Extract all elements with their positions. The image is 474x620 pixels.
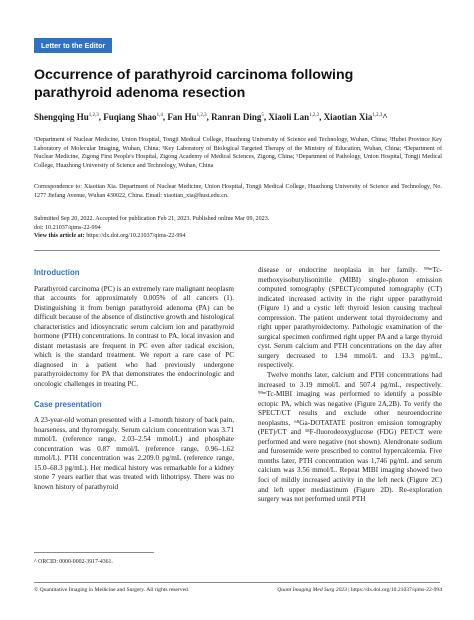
affiliations: ¹Department of Nuclear Medicine, Union Hospital, Tongji Medical College, Huazhong University of Science and Technology, Wuhan, China; ²Hubei Province Key Laboratory of Molecular Imaging, Wuhan, China; ³Key Laboratory of Biological Targeted Therapy of the Ministry of Education, Wuhan, China; ⁴Department of Nuclear Medicine, Zigong First People's Hospital, Zigong Academy of Medical Sciences, Zigong, China; ⁵Department of Pathology, Union Hospital, Tongji Medical College, Huazhong University of Science and Technology, Wuhan, China: [34, 137, 442, 169]
footnote-divider: [34, 552, 154, 553]
copyright-notice: © Quantitative Imaging in Medicine and Surgery. All rights reserved.: [34, 587, 190, 593]
right-column: [258, 266, 442, 505]
left-column: [34, 266, 234, 492]
article-type-badge: Letter to the Editor: [34, 38, 112, 53]
correspondence-text: Correspondence to: Xiaotian Xia. Department of Nuclear Medicine, Union Hospital, Tongji Medical College, Huazhong University of Science and Technology, No. 1277 Jiefang Avenue, Wuhan 430022, China. Email: xiaotian_xia@hust.edu.cn.: [34, 184, 442, 199]
author-affiliation-ref: 1,2,3: [196, 113, 207, 118]
author-name: Shengqing Hu: [34, 112, 89, 122]
author-name: Fan Hu: [167, 112, 197, 122]
section-heading-introduction: Introduction: [34, 268, 80, 277]
author-affiliation-ref: 1,2,3: [88, 113, 99, 118]
doi: doi: 10.21037/qims-22-994: [34, 224, 101, 231]
introduction-paragraph: Parathyroid carcinoma (PC) is an extremely rare malignant neoplasm that accounts for approximately 0.005% of all cancers (1). Distinguishing it from benign parathyroid adenoma (PA) can be difficult because of the absence of distinctive growth and histological characteristics and idiosyncratic serum calcium ion and parathyroid hormone (PTH) concentrations. In contrast to PA, local invasion and distant metastasis are frequent in PC even after radical excision, which is the standard treatment. We report a rare case of PC diagnosed in a patient who had previously undergone parathyroidectomy for PA that demonstrates the endocrinologic and oncologic challenges in treating PC.: [34, 284, 234, 389]
correspondence: [34, 183, 442, 200]
footer-divider: [34, 582, 440, 583]
case-paragraph-continued: disease or endocrine neoplasia in her family. ⁹⁹ᵐTc-methoxyisobutylisonitrile (MIBI) single-photon emission computed tomography (SPECT)/computed tomography (CT) indicated increased activity in the right upper parathyroid (Figure 1) and a cystic left thyroid lesion causing tracheal compression. The patient underwent total thyroidectomy and right upper parathyroidectomy. Pathologic examination of the surgical specimen confirmed right upper PA and a large thyroid cyst. Serum calcium and PTH concentrations on the day after surgery decreased to 1.94 mmol/L and 13.3 pg/mL, respectively.: [258, 266, 442, 370]
case-paragraph: A 23-year-old woman presented with a 1-month history of back pain, hoarseness, and thyromegaly. Serum calcium concentration was 3.71 mmol/L (reference range, 2.03–2.54 mmol/L) and phosphate concentration was 0.87 mmol/L (reference range, 0.96–1.62 mmol/L). PTH concentration was 2,209.0 pg/mL (reference range, 15.0–68.3 pg/mL). Her medical history was remarkable for a kidney stone 7 years earlier that was treated with lithotripsy. There was no known history of parathyroid: [34, 416, 234, 491]
author-affiliation-ref: 1,2,3: [372, 113, 383, 118]
author-affiliation-ref: 1,4: [156, 113, 163, 118]
submission-dates: Submitted Sep 20, 2022. Accepted for publication Feb 21, 2023. Published online Mar 09, 2023.: [34, 216, 270, 222]
author-name: Xiaoli Lan: [268, 112, 310, 122]
view-article-line: [34, 232, 442, 241]
orcid-marker-icon: ^: [382, 112, 388, 122]
journal-citation: [277, 587, 442, 593]
article-title: Occurrence of parathyroid carcinoma following parathyroid adenoma resection: [34, 67, 354, 101]
section-heading-case: Case presentation: [34, 399, 102, 409]
author-affiliation-ref: 1,2,3: [309, 113, 320, 118]
author-name: Ranran Ding: [211, 112, 262, 122]
header-divider: [34, 250, 440, 251]
journal-doi[interactable]: | https://dx.doi.org/10.21037/qims-22-994: [346, 587, 442, 593]
author-list: Shengqing Hu$^{1,2,3}$, Fuqiang Shao$^{1,4}$, Fan Hu$^{1,2,3}$, Ranran Ding$^5$, Xiaoli Lan$^{1,2,3}$, Xiaotian Xia$^{1,2,3}$^: [34, 112, 388, 122]
author-name: Xiaotian Xia: [323, 112, 373, 122]
orcid-footnote: ^ ORCID: 0000-0002-3917-4361.: [34, 559, 113, 565]
follow-up-paragraph: Twelve months later, calcium and PTH concentrations had increased to 3.19 mmol/L and 507.4 pg/mL, respectively. ⁹⁹ᵐTc-MIBI imaging was performed to identify a possible ectopic PA, which was negative (Figure 2A,2B). To verify the SPECT/CT results and exclude other neuroendocrine neoplasms, ⁶⁸Ga-DOTATATE positron emission tomography (PET)/CT and ¹⁸F-fluorodeoxyglucose (FDG) PET/CT were performed and were negative (not shown). Alendronate sodium and furosemide were prescribed to control hypercalcemia. Five months later, PTH concentration was 1,746 pg/mL and serum calcium was 3.56 mmol/L. Repeat MIBI imaging showed two foci of mildly increased activity in the left neck (Figure 2C) and left upper mediastinum (Figure 2D). Re-exploration surgery was not performed until PTH: [258, 371, 442, 504]
view-article-link[interactable]: https://dx.doi.org/10.21037/qims-22-994: [86, 233, 186, 240]
view-article-label: View this article at:: [34, 233, 85, 240]
author-name: Fuqiang Shao: [103, 112, 157, 122]
publication-dates: [34, 215, 442, 241]
author-affiliation-ref: 5: [261, 113, 264, 118]
journal-name: Quant Imaging Med Surg 2023: [277, 587, 347, 593]
